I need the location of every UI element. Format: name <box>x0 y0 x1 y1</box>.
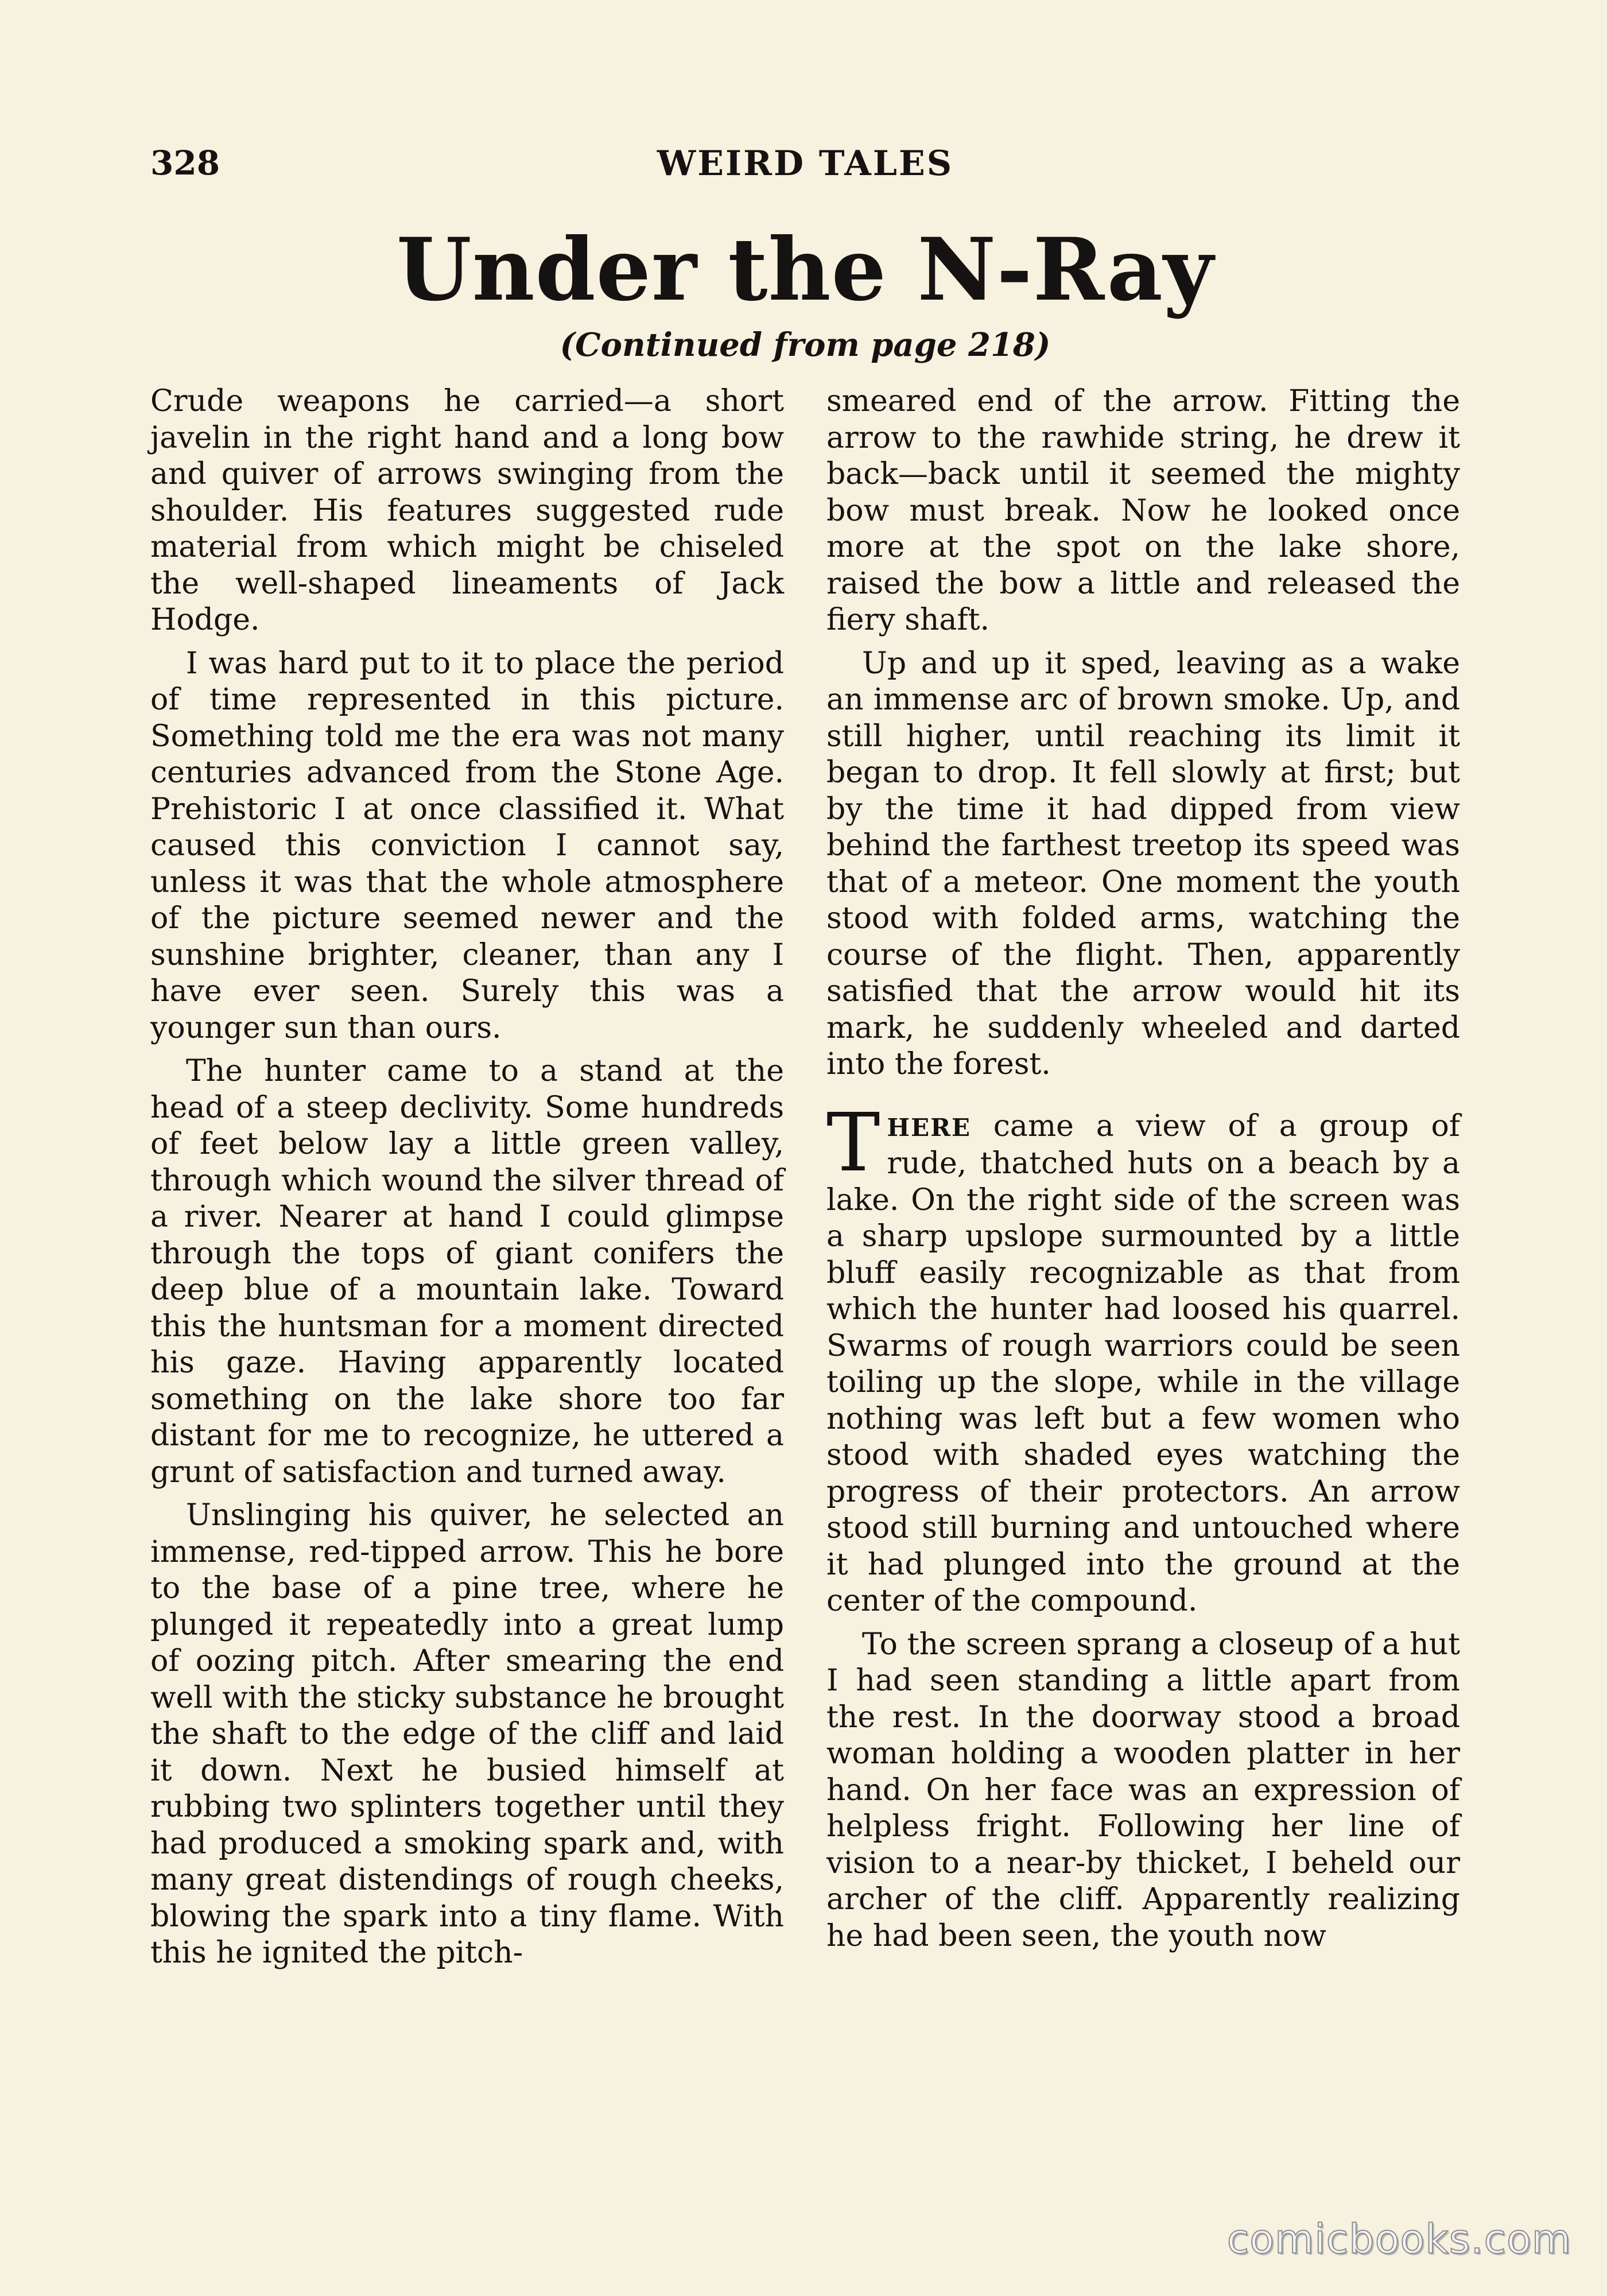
paragraph-text: came a view of a group of rude, thatched huts on a beach by a lake. On the right side of the screen was a sharp upslope surmounted by a little bluff easily recognizable as that from which the hunter had loosed his quarrel. Swarms of rough warriors could be seen toiling up the slope, while in the village nothing was left but a few women who stood with shaded eyes watching the progress of their protectors. An arrow stood still burning and untouched where it had plunged into the ground at the center of the compound. <box>826 1108 1460 1618</box>
paragraph: Up and up it sped, leaving as a wake an immense arc of brown smoke. Up, and still higher, until reaching its limit it began to drop. It fell slowly at first; but by the time it had dipped from view behind the farthest treetop its speed was that of a meteor. One moment the youth stood with folded arms, watching the course of the flight. Then, apparently satisfied that the arrow would hit its mark, he suddenly wheeled and darted into the forest. <box>826 646 1460 1081</box>
paragraph: Unslinging his quiver, he selected an immense, red-tipped arrow. This he bore to the base of a pine tree, where he plunged it repeatedly into a great lump of oozing pitch. After smearing the end well with the sticky substance he brought the shaft to the edge of the cliff and laid it down. Next he busied himself at rubbing two splinters together until they had produced a smoking spark and, with many great distendings of rough cheeks, blowing the spark into a tiny flame. With this he ignited the pitch- <box>150 1498 784 1970</box>
paragraph: Crude weapons he carried—a short javelin in the right hand and a long bow and quiver of arrows swinging from the shoulder. His features suggested rude material from which might be chiseled the well-shaped lineaments of Jack Hodge. <box>150 384 784 637</box>
running-head: WEIRD TALES <box>657 144 954 184</box>
paragraph: smeared end of the arrow. Fitting the arrow to the rawhide string, he drew it back—back until it seemed the mighty bow must break. Now he looked once more at the spot on the lake shore, raised the bow a little and released the fiery shaft. <box>826 384 1460 637</box>
right-column <box>826 383 1460 1961</box>
drop-cap: T <box>826 1096 880 1190</box>
page-number: 328 <box>150 144 220 183</box>
small-caps-lead: HERE <box>887 1113 972 1142</box>
page-header <box>150 144 1460 189</box>
section-opening-paragraph <box>826 1096 1460 1620</box>
paragraph: I was hard put to it to place the period of time represented in this picture. Something told me the era was not many centuries advanced from the Stone Age. Prehistoric I at once classified it. What caused this conviction I cannot say, unless it was that the whole atmosphere of the picture seemed newer and the sunshine brighter, cleaner, than any I have ever seen. Surely this was a younger sun than ours. <box>150 646 784 1045</box>
left-column <box>150 383 784 1979</box>
watermark-logo: comicbooks.com <box>1226 2216 1571 2263</box>
continued-note: (Continued from page 218) <box>560 326 1051 364</box>
article-title: Under the N-Ray <box>396 219 1214 320</box>
paragraph: To the screen sprang a closeup of a hut I had seen standing a little apart from the rest. In the doorway stood a broad woman holding a wooden platter in her hand. On her face was an expression of helpless fright. Following her line of vision to a near-by thicket, I beheld our archer of the cliff. Apparently realizing he had been seen, the youth now <box>826 1627 1460 1953</box>
paragraph: The hunter came to a stand at the head of a steep declivity. Some hundreds of feet below lay a little green valley, through which wound the silver thread of a river. Nearer at hand I could glimpse through the tops of giant conifers the deep blue of a mountain lake. Toward this the huntsman for a moment directed his gaze. Having apparently located something on the lake shore too far distant for me to recognize, he uttered a grunt of satisfaction and turned away. <box>150 1054 784 1490</box>
